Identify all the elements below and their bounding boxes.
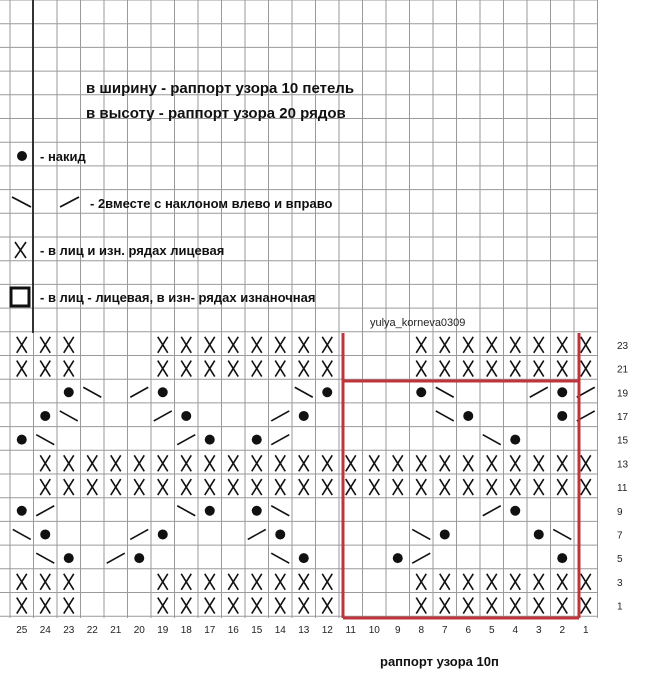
knit-stitch-icon: [158, 574, 168, 590]
yarn-over-icon: [205, 435, 215, 445]
k2tog-right-icon: [248, 529, 266, 539]
yarn-over-icon: [40, 411, 50, 421]
knit-stitch-icon: [228, 574, 238, 590]
k2tog-left-icon: [60, 411, 78, 421]
k2tog-left-icon: [412, 529, 430, 539]
column-number: 23: [63, 625, 75, 636]
knit-stitch-icon: [17, 337, 27, 353]
column-number: 19: [157, 625, 169, 636]
repeat-caption: раппорт узора 10п: [380, 654, 499, 669]
row-number: 23: [617, 340, 629, 352]
row-number: 5: [617, 554, 623, 566]
knit-stitch-icon: [228, 479, 238, 495]
yarn-over-icon: [557, 411, 567, 421]
knit-stitch-icon: [228, 455, 238, 471]
column-number: 17: [204, 625, 216, 636]
knit-stitch-icon: [17, 598, 27, 614]
knit-stitch-icon: [299, 337, 309, 353]
knit-stitch-icon: [440, 479, 450, 495]
knit-stitch-icon: [40, 455, 50, 471]
knit-stitch-icon: [275, 598, 285, 614]
knit-stitch-icon: [205, 598, 215, 614]
knit-stitch-icon: [510, 455, 520, 471]
yarn-over-icon: [275, 529, 285, 539]
k2tog-right-icon: [271, 435, 289, 445]
knit-stitch-icon: [487, 574, 497, 590]
column-number: 6: [465, 625, 472, 636]
knit-stitch-icon: [299, 598, 309, 614]
square-legend-icon: [11, 288, 29, 306]
yarn-over-icon: [134, 553, 144, 563]
yarn-over-icon: [64, 553, 74, 563]
knit-stitch-icon: [416, 361, 426, 377]
column-number: 1: [582, 625, 589, 636]
yarn-over-icon: [158, 387, 168, 397]
knit-stitch-icon: [87, 479, 97, 495]
column-number: 20: [133, 625, 145, 636]
knit-stitch-icon: [322, 574, 332, 590]
knit-stitch-icon: [275, 479, 285, 495]
knit-stitch-icon: [275, 455, 285, 471]
knit-stitch-icon: [463, 479, 473, 495]
knit-stitch-icon: [534, 361, 544, 377]
knit-stitch-icon: [557, 574, 567, 590]
knit-stitch-icon: [416, 598, 426, 614]
k2tog-left-legend-icon: [12, 197, 31, 207]
knit-stitch-icon: [252, 574, 262, 590]
k2tog-right-legend-icon: [60, 197, 79, 207]
knit-stitch-icon: [205, 574, 215, 590]
knit-stitch-icon: [252, 361, 262, 377]
knit-stitch-icon: [252, 337, 262, 353]
knit-stitch-icon: [87, 455, 97, 471]
legend-x-text: - в лиц и изн. рядах лицевая: [40, 243, 225, 258]
knit-stitch-icon: [487, 361, 497, 377]
knit-stitch-icon: [369, 455, 379, 471]
knit-stitch-icon: [40, 337, 50, 353]
column-number: 7: [441, 625, 448, 636]
knit-stitch-icon: [252, 598, 262, 614]
knit-stitch-icon: [510, 337, 520, 353]
author-watermark: yulya_korneva0309: [370, 317, 466, 329]
knit-stitch-icon: [275, 361, 285, 377]
knit-stitch-icon: [252, 455, 262, 471]
knit-stitch-icon: [40, 361, 50, 377]
knit-stitch-icon: [111, 455, 121, 471]
knit-stitch-icon: [40, 479, 50, 495]
k2tog-left-icon: [436, 387, 454, 397]
knit-stitch-icon: [557, 337, 567, 353]
column-number: 13: [298, 625, 310, 636]
knit-stitch-icon: [463, 598, 473, 614]
column-number: 9: [394, 625, 401, 636]
row-number: 9: [617, 506, 623, 518]
column-number: 21: [110, 625, 122, 636]
yarn-over-icon: [557, 553, 567, 563]
knit-stitch-icon: [64, 337, 74, 353]
yarn-over-icon: [299, 411, 309, 421]
knit-stitch-icon: [158, 598, 168, 614]
row-number: 15: [617, 435, 629, 447]
row-number: 11: [617, 483, 628, 495]
knit-stitch-icon: [369, 479, 379, 495]
yarn-over-icon: [534, 529, 544, 539]
column-number: 4: [512, 625, 519, 636]
k2tog-right-icon: [130, 529, 148, 539]
yarn-over-icon: [181, 411, 191, 421]
knit-stitch-icon: [111, 479, 121, 495]
knit-stitch-icon: [181, 455, 191, 471]
knit-stitch-icon: [205, 479, 215, 495]
knit-stitch-icon: [134, 479, 144, 495]
legend-yo-text: - накид: [40, 149, 86, 164]
knit-stitch-icon: [346, 455, 356, 471]
knit-stitch-icon: [487, 479, 497, 495]
knit-stitch-icon: [158, 455, 168, 471]
knit-stitch-icon: [534, 337, 544, 353]
knit-stitch-icon: [181, 337, 191, 353]
knit-stitch-icon: [487, 598, 497, 614]
knit-stitch-icon: [322, 479, 332, 495]
yarn-over-icon: [252, 506, 262, 516]
yarn-over-icon: [299, 553, 309, 563]
knit-stitch-icon: [134, 455, 144, 471]
knit-stitch-icon: [393, 479, 403, 495]
knit-stitch-icon: [440, 574, 450, 590]
yarn-over-icon: [17, 435, 27, 445]
knit-stitch-icon: [463, 337, 473, 353]
k2tog-right-icon: [412, 553, 430, 563]
yarn-over-icon: [557, 387, 567, 397]
x-legend-icon: [15, 242, 26, 258]
knit-stitch-icon: [440, 361, 450, 377]
knit-stitch-icon: [510, 574, 520, 590]
column-number: 15: [251, 625, 263, 636]
column-number: 11: [345, 625, 356, 636]
knit-stitch-icon: [487, 337, 497, 353]
legend-k2tog-text: - 2вместе с наклоном влево и вправо: [90, 196, 333, 211]
row-number: 3: [617, 577, 623, 589]
knit-stitch-icon: [463, 361, 473, 377]
knit-stitch-icon: [205, 361, 215, 377]
legend-square-text: - в лиц - лицевая, в изн- рядах изнаночная: [40, 290, 316, 305]
k2tog-left-icon: [436, 411, 454, 421]
knit-stitch-icon: [416, 479, 426, 495]
column-number: 12: [321, 625, 333, 636]
knit-stitch-icon: [534, 598, 544, 614]
k2tog-left-icon: [271, 506, 289, 516]
knit-stitch-icon: [581, 598, 591, 614]
knit-stitch-icon: [158, 361, 168, 377]
knit-stitch-icon: [275, 574, 285, 590]
yarn-over-icon: [393, 553, 403, 563]
knit-stitch-icon: [64, 479, 74, 495]
knit-stitch-icon: [581, 455, 591, 471]
knit-stitch-icon: [557, 479, 567, 495]
knit-stitch-icon: [181, 479, 191, 495]
k2tog-right-icon: [530, 387, 548, 397]
knit-stitch-icon: [416, 455, 426, 471]
knit-stitch-icon: [228, 361, 238, 377]
knit-stitch-icon: [181, 361, 191, 377]
knit-stitch-icon: [17, 361, 27, 377]
column-number: 14: [274, 625, 286, 636]
column-number: 5: [488, 625, 495, 636]
knit-stitch-icon: [581, 479, 591, 495]
column-number: 10: [368, 625, 380, 636]
row-number: 7: [617, 530, 623, 542]
knit-stitch-icon: [534, 574, 544, 590]
knit-stitch-icon: [205, 337, 215, 353]
k2tog-left-icon: [177, 506, 195, 516]
knit-stitch-icon: [416, 337, 426, 353]
row-number: 1: [617, 601, 623, 613]
column-number: 8: [418, 625, 425, 636]
knit-stitch-icon: [64, 455, 74, 471]
row-number: 19: [617, 388, 629, 400]
knit-stitch-icon: [158, 337, 168, 353]
chart-symbols: [13, 337, 595, 614]
knit-stitch-icon: [416, 574, 426, 590]
yarn-over-icon: [510, 506, 520, 516]
yarn-over-icon: [510, 435, 520, 445]
knit-stitch-icon: [322, 598, 332, 614]
row-number: 13: [617, 459, 629, 471]
knit-stitch-icon: [322, 337, 332, 353]
knit-stitch-icon: [463, 455, 473, 471]
yarn-over-icon: [64, 387, 74, 397]
yarn-over-icon: [205, 506, 215, 516]
k2tog-left-icon: [83, 387, 101, 397]
knit-stitch-icon: [581, 361, 591, 377]
knit-stitch-icon: [510, 479, 520, 495]
yarn-over-icon: [463, 411, 473, 421]
yarn-over-icon: [440, 529, 450, 539]
row-labels: [617, 341, 629, 613]
column-number: 16: [227, 625, 239, 636]
column-number: 24: [39, 625, 51, 636]
yo-legend-icon: [17, 151, 27, 161]
knit-stitch-icon: [64, 574, 74, 590]
k2tog-left-icon: [36, 435, 54, 445]
knit-stitch-icon: [581, 337, 591, 353]
k2tog-right-icon: [154, 411, 172, 421]
column-labels: [16, 625, 589, 636]
knit-stitch-icon: [534, 455, 544, 471]
knit-stitch-icon: [17, 574, 27, 590]
column-number: 2: [559, 625, 566, 636]
knit-stitch-icon: [557, 455, 567, 471]
yarn-over-icon: [252, 435, 262, 445]
k2tog-right-icon: [177, 435, 195, 445]
knit-stitch-icon: [510, 361, 520, 377]
k2tog-left-icon: [295, 387, 313, 397]
k2tog-left-icon: [483, 435, 501, 445]
column-number: 25: [16, 625, 28, 636]
row-number: 21: [617, 364, 629, 376]
knit-stitch-icon: [299, 361, 309, 377]
knit-stitch-icon: [205, 455, 215, 471]
column-number: 22: [86, 625, 98, 636]
header-height-text: в высоту - раппорт узора 20 рядов: [86, 105, 346, 122]
yarn-over-icon: [17, 506, 27, 516]
knit-stitch-icon: [275, 337, 285, 353]
knit-stitch-icon: [557, 598, 567, 614]
column-number: 3: [535, 625, 542, 636]
header-width-text: в ширину - раппорт узора 10 петель: [86, 80, 355, 97]
k2tog-left-icon: [13, 529, 31, 539]
k2tog-right-icon: [130, 387, 148, 397]
knit-stitch-icon: [322, 455, 332, 471]
yarn-over-icon: [40, 529, 50, 539]
yarn-over-icon: [322, 387, 332, 397]
knit-stitch-icon: [158, 479, 168, 495]
knit-stitch-icon: [181, 598, 191, 614]
knit-stitch-icon: [40, 598, 50, 614]
k2tog-right-icon: [483, 506, 501, 516]
knit-stitch-icon: [322, 361, 332, 377]
knit-stitch-icon: [557, 361, 567, 377]
knit-stitch-icon: [487, 455, 497, 471]
knit-stitch-icon: [440, 337, 450, 353]
k2tog-left-icon: [271, 553, 289, 563]
knit-stitch-icon: [228, 598, 238, 614]
knit-stitch-icon: [346, 479, 356, 495]
knit-stitch-icon: [40, 574, 50, 590]
knit-stitch-icon: [440, 455, 450, 471]
knit-stitch-icon: [534, 479, 544, 495]
knit-stitch-icon: [181, 574, 191, 590]
knit-stitch-icon: [299, 479, 309, 495]
k2tog-right-icon: [271, 411, 289, 421]
knit-stitch-icon: [299, 574, 309, 590]
knit-stitch-icon: [252, 479, 262, 495]
knit-stitch-icon: [440, 598, 450, 614]
yarn-over-icon: [158, 529, 168, 539]
knit-stitch-icon: [581, 574, 591, 590]
yarn-over-icon: [416, 387, 426, 397]
knit-stitch-icon: [228, 337, 238, 353]
knit-stitch-icon: [463, 574, 473, 590]
k2tog-left-icon: [36, 553, 54, 563]
k2tog-left-icon: [553, 529, 571, 539]
k2tog-right-icon: [107, 553, 125, 563]
row-number: 17: [617, 411, 629, 423]
knit-stitch-icon: [510, 598, 520, 614]
knit-stitch-icon: [64, 361, 74, 377]
column-number: 18: [180, 625, 192, 636]
knit-stitch-icon: [299, 455, 309, 471]
k2tog-right-icon: [36, 506, 54, 516]
knit-stitch-icon: [64, 598, 74, 614]
knit-stitch-icon: [393, 455, 403, 471]
